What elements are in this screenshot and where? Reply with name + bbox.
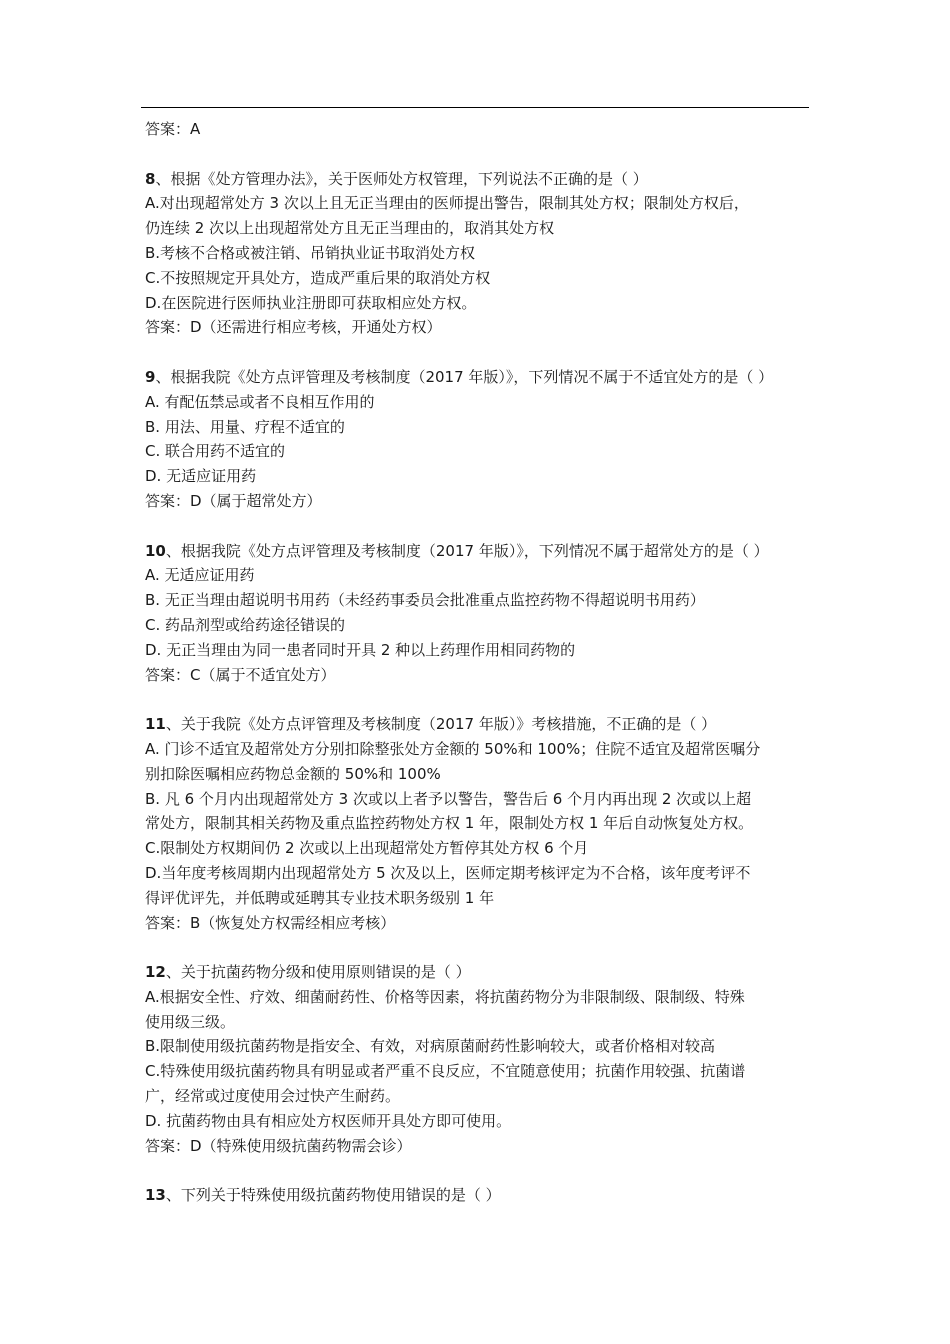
answer-line: 答案：D（属于超常处方） <box>145 491 322 510</box>
option-line: C.特殊使用级抗菌药物具有明显或者严重不良反应，不宜随意使用；抗菌作用较强、抗菌谱 <box>145 1062 746 1081</box>
header-rule <box>141 107 809 108</box>
option-line: A.根据安全性、疗效、细菌耐药性、价格等因素，将抗菌药物分为非限制级、限制级、特殊 <box>145 987 745 1006</box>
option-line: C.不按照规定开具处方，造成严重后果的取消处方权 <box>145 268 491 287</box>
option-line: B.限制使用级抗菌药物是指安全、有效，对病原菌耐药性影响较大，或者价格相对较高 <box>145 1037 716 1056</box>
option-line: A. 有配伍禁忌或者不良相互作用的 <box>145 392 375 411</box>
blank-line <box>145 142 809 167</box>
question-block <box>145 960 809 1158</box>
question-stem <box>145 712 809 737</box>
question-number: 11 <box>145 715 166 734</box>
question-text: 、根据我院《处方点评管理及考核制度（2017 年版）》，下列情况不属于不适宜处方的是（ ） <box>155 367 774 386</box>
question-stem <box>145 1183 809 1208</box>
document-body <box>145 117 809 1208</box>
blank-line <box>145 687 809 712</box>
question-number: 10 <box>145 541 166 560</box>
question-stem <box>145 167 809 192</box>
option-line: C.限制处方权期间仍 2 次或以上出现超常处方暂停其处方权 6 个月 <box>145 839 589 858</box>
option-line: B. 用法、用量、疗程不适宜的 <box>145 417 345 436</box>
question-list <box>145 142 809 1208</box>
answer-line: 答案：C（属于不适宜处方） <box>145 665 336 684</box>
option-line: 得评优评先，并低聘或延聘其专业技术职务级别 1 年 <box>145 888 495 907</box>
option-line: 仍连续 2 次以上出现超常处方且无正当理由的，取消其处方权 <box>145 219 555 238</box>
blank-line <box>145 340 809 365</box>
option-line: 广，经常或过度使用会过快产生耐药。 <box>145 1087 401 1106</box>
question-block <box>145 1183 809 1208</box>
option-line: D.在医院进行医师执业注册即可获取相应处方权。 <box>145 293 477 312</box>
question-text: 、根据《处方管理办法》，关于医师处方权管理，下列说法不正确的是（ ） <box>155 169 648 188</box>
blank-line <box>145 1158 809 1183</box>
question-text: 、根据我院《处方点评管理及考核制度（2017 年版）》，下列情况不属于超常处方的是（ ） <box>165 541 769 560</box>
option-line: B. 凡 6 个月内出现超常处方 3 次或以上者予以警告，警告后 6 个月内再出现 2 次或以上超 <box>145 789 752 808</box>
option-line: A.对出现超常处方 3 次以上且无正当理由的医师提出警告，限制其处方权；限制处方权后， <box>145 194 749 213</box>
option-line: 使用级三级。 <box>145 1012 236 1031</box>
question-block <box>145 712 809 935</box>
answer-line: 答案：D（特殊使用级抗菌药物需会诊） <box>145 1136 412 1155</box>
previous-answer: 答案：A <box>145 120 201 138</box>
question-number: 8 <box>145 169 156 188</box>
question-text: 、关于我院《处方点评管理及考核制度（2017 年版）》考核措施，不正确的是（ ） <box>165 715 717 734</box>
answer-line: 答案：B（恢复处方权需经相应考核） <box>145 913 396 932</box>
question-number: 9 <box>145 367 156 386</box>
option-line: A. 无适应证用药 <box>145 566 255 585</box>
option-line: D. 无适应证用药 <box>145 467 257 486</box>
question-text: 、下列关于特殊使用级抗菌药物使用错误的是（ ） <box>165 1186 501 1205</box>
option-line: 别扣除医嘱相应药物总金额的 50%和 100% <box>145 764 441 783</box>
question-block <box>145 365 809 514</box>
question-number: 13 <box>145 1186 166 1205</box>
option-line: D.当年度考核周期内出现超常处方 5 次及以上，医师定期考核评定为不合格，该年度考评不 <box>145 863 751 882</box>
answer-line: 答案：D（还需进行相应考核，开通处方权） <box>145 318 442 337</box>
question-text: 、关于抗菌药物分级和使用原则错误的是（ ） <box>165 963 471 982</box>
question-block <box>145 167 809 341</box>
question-stem <box>145 960 809 985</box>
blank-line <box>145 935 809 960</box>
option-line: B.考核不合格或被注销、吊销执业证书取消处方权 <box>145 243 476 262</box>
question-block <box>145 539 809 688</box>
option-line: D. 抗菌药物由具有相应处方权医师开具处方即可使用。 <box>145 1111 512 1130</box>
option-line: B. 无正当理由超说明书用药（未经药事委员会批准重点监控药物不得超说明书用药） <box>145 591 705 610</box>
option-line: A. 门诊不适宜及超常处方分别扣除整张处方金额的 50%和 100%；住院不适宜及超常医嘱分 <box>145 739 761 758</box>
blank-line <box>145 514 809 539</box>
question-number: 12 <box>145 963 166 982</box>
option-line: C. 药品剂型或给药途径错误的 <box>145 615 346 634</box>
option-line: 常处方，限制其相关药物及重点监控药物处方权 1 年，限制处方权 1 年后自动恢复处方权。 <box>145 814 754 833</box>
option-line: C. 联合用药不适宜的 <box>145 442 286 461</box>
question-stem <box>145 365 809 390</box>
question-stem <box>145 539 809 564</box>
option-line: D. 无正当理由为同一患者同时开具 2 种以上药理作用相同药物的 <box>145 640 576 659</box>
